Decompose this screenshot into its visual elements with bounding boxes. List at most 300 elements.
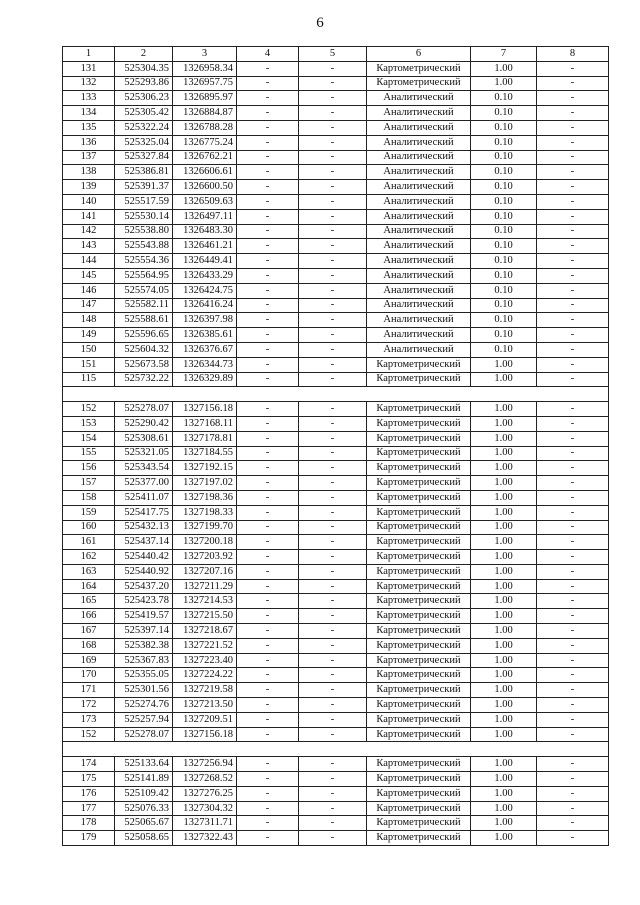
table-row [63,357,609,372]
point-number-cell: 138 [63,165,115,180]
coord-x-cell: 525274.76 [115,698,173,713]
point-number-cell: 134 [63,106,115,121]
method-cell: Картометрический [367,357,471,372]
coord-y-cell: 1326497.11 [173,209,237,224]
coord-x-cell: 525308.61 [115,431,173,446]
col-4-cell: - [237,505,299,520]
col-5-cell: - [299,91,367,106]
col-5-cell: - [299,505,367,520]
table-header [63,47,609,62]
method-cell: Аналитический [367,120,471,135]
header-cell: 2 [115,47,173,62]
coord-x-cell: 525325.04 [115,135,173,150]
method-cell: Картометрический [367,416,471,431]
coord-x-cell: 525327.84 [115,150,173,165]
col-5-cell: - [299,254,367,269]
col-8-cell: - [537,91,609,106]
col-4-cell: - [237,698,299,713]
accuracy-cell: 1.00 [471,372,537,387]
table-row [63,446,609,461]
coord-x-cell: 525732.22 [115,372,173,387]
point-number-cell: 145 [63,268,115,283]
accuracy-cell: 1.00 [471,520,537,535]
col-4-cell: - [237,476,299,491]
col-5-cell: - [299,268,367,283]
coord-y-cell: 1327178.81 [173,431,237,446]
accuracy-cell: 1.00 [471,638,537,653]
accuracy-cell: 0.10 [471,120,537,135]
col-5-cell: - [299,816,367,831]
table-row [63,816,609,831]
table-row [63,165,609,180]
col-5-cell: - [299,446,367,461]
table-row [63,624,609,639]
method-cell: Картометрический [367,431,471,446]
coord-x-cell: 525386.81 [115,165,173,180]
table-row [63,224,609,239]
col-4-cell: - [237,831,299,846]
accuracy-cell: 1.00 [471,357,537,372]
coord-y-cell: 1326509.63 [173,194,237,209]
method-cell: Аналитический [367,283,471,298]
coord-x-cell: 525290.42 [115,416,173,431]
accuracy-cell: 0.10 [471,91,537,106]
separator-cell [63,742,609,757]
method-cell: Картометрический [367,76,471,91]
table-row [63,801,609,816]
col-8-cell: - [537,150,609,165]
col-8-cell: - [537,461,609,476]
coord-x-cell: 525343.54 [115,461,173,476]
point-number-cell: 169 [63,653,115,668]
table-row [63,520,609,535]
method-cell: Картометрический [367,550,471,565]
method-cell: Картометрический [367,698,471,713]
method-cell: Картометрический [367,535,471,550]
accuracy-cell: 1.00 [471,712,537,727]
col-8-cell: - [537,135,609,150]
table-row [63,135,609,150]
col-5-cell: - [299,638,367,653]
col-5-cell: - [299,653,367,668]
coord-y-cell: 1326449.41 [173,254,237,269]
coord-y-cell: 1326376.67 [173,342,237,357]
header-cell: 6 [367,47,471,62]
method-cell: Картометрический [367,520,471,535]
accuracy-cell: 1.00 [471,653,537,668]
coord-y-cell: 1327198.36 [173,490,237,505]
coord-x-cell: 525417.75 [115,505,173,520]
col-4-cell: - [237,61,299,76]
accuracy-cell: 0.10 [471,298,537,313]
accuracy-cell: 0.10 [471,239,537,254]
table-row [63,757,609,772]
method-cell: Аналитический [367,224,471,239]
table-row [63,254,609,269]
col-8-cell: - [537,165,609,180]
point-number-cell: 132 [63,76,115,91]
method-cell: Картометрический [367,402,471,417]
coord-y-cell: 1326775.24 [173,135,237,150]
accuracy-cell: 1.00 [471,816,537,831]
point-number-cell: 153 [63,416,115,431]
coord-y-cell: 1327211.29 [173,579,237,594]
table-row [63,461,609,476]
col-8-cell: - [537,209,609,224]
point-number-cell: 174 [63,757,115,772]
point-number-cell: 131 [63,61,115,76]
method-cell: Картометрический [367,816,471,831]
coordinates-table [62,46,609,846]
col-4-cell: - [237,624,299,639]
accuracy-cell: 0.10 [471,135,537,150]
separator-row [63,387,609,402]
method-cell: Аналитический [367,313,471,328]
point-number-cell: 162 [63,550,115,565]
header-cell: 7 [471,47,537,62]
col-5-cell: - [299,357,367,372]
method-cell: Аналитический [367,328,471,343]
method-cell: Аналитический [367,268,471,283]
coord-y-cell: 1327168.11 [173,416,237,431]
separator-row [63,742,609,757]
col-8-cell: - [537,328,609,343]
accuracy-cell: 1.00 [471,76,537,91]
accuracy-cell: 0.10 [471,224,537,239]
table-row [63,120,609,135]
coord-y-cell: 1327218.67 [173,624,237,639]
col-4-cell: - [237,490,299,505]
col-8-cell: - [537,194,609,209]
col-4-cell: - [237,91,299,106]
col-4-cell: - [237,683,299,698]
col-8-cell: - [537,801,609,816]
col-5-cell: - [299,120,367,135]
method-cell: Картометрический [367,653,471,668]
col-4-cell: - [237,298,299,313]
col-8-cell: - [537,254,609,269]
col-4-cell: - [237,342,299,357]
table-row [63,431,609,446]
col-5-cell: - [299,564,367,579]
col-4-cell: - [237,165,299,180]
table-row [63,550,609,565]
coord-x-cell: 525141.89 [115,772,173,787]
accuracy-cell: 1.00 [471,402,537,417]
col-5-cell: - [299,402,367,417]
coord-x-cell: 525564.95 [115,268,173,283]
col-5-cell: - [299,150,367,165]
col-5-cell: - [299,535,367,550]
col-4-cell: - [237,106,299,121]
method-cell: Картометрический [367,786,471,801]
col-4-cell: - [237,520,299,535]
accuracy-cell: 1.00 [471,579,537,594]
point-number-cell: 148 [63,313,115,328]
coord-y-cell: 1327213.50 [173,698,237,713]
coord-y-cell: 1326762.21 [173,150,237,165]
point-number-cell: 142 [63,224,115,239]
method-cell: Картометрический [367,61,471,76]
coord-x-cell: 525133.64 [115,757,173,772]
accuracy-cell: 0.10 [471,254,537,269]
point-number-cell: 165 [63,594,115,609]
coord-x-cell: 525582.11 [115,298,173,313]
table-row [63,76,609,91]
coord-y-cell: 1326600.50 [173,180,237,195]
table-row [63,194,609,209]
method-cell: Картометрический [367,712,471,727]
header-cell: 3 [173,47,237,62]
col-4-cell: - [237,416,299,431]
point-number-cell: 147 [63,298,115,313]
point-number-cell: 172 [63,698,115,713]
coord-x-cell: 525574.05 [115,283,173,298]
col-4-cell: - [237,609,299,624]
col-5-cell: - [299,668,367,683]
point-number-cell: 133 [63,91,115,106]
table-row [63,476,609,491]
coord-y-cell: 1326385.61 [173,328,237,343]
method-cell: Картометрический [367,683,471,698]
col-8-cell: - [537,180,609,195]
method-cell: Картометрический [367,609,471,624]
col-4-cell: - [237,594,299,609]
coord-y-cell: 1327184.55 [173,446,237,461]
point-number-cell: 167 [63,624,115,639]
method-cell: Картометрический [367,624,471,639]
col-4-cell: - [237,313,299,328]
table-row [63,727,609,742]
coord-y-cell: 1327223.40 [173,653,237,668]
col-4-cell: - [237,638,299,653]
coord-x-cell: 525322.24 [115,120,173,135]
col-8-cell: - [537,786,609,801]
coord-x-cell: 525432.13 [115,520,173,535]
point-number-cell: 115 [63,372,115,387]
col-8-cell: - [537,313,609,328]
coord-y-cell: 1326606.61 [173,165,237,180]
header-cell: 4 [237,47,299,62]
accuracy-cell: 1.00 [471,772,537,787]
col-5-cell: - [299,757,367,772]
col-5-cell: - [299,135,367,150]
col-4-cell: - [237,801,299,816]
col-5-cell: - [299,106,367,121]
accuracy-cell: 0.10 [471,328,537,343]
accuracy-cell: 1.00 [471,431,537,446]
col-4-cell: - [237,254,299,269]
accuracy-cell: 0.10 [471,165,537,180]
coord-x-cell: 525423.78 [115,594,173,609]
col-4-cell: - [237,283,299,298]
col-5-cell: - [299,624,367,639]
method-cell: Аналитический [367,298,471,313]
coord-y-cell: 1326329.89 [173,372,237,387]
table-row [63,535,609,550]
col-4-cell: - [237,372,299,387]
coord-x-cell: 525109.42 [115,786,173,801]
table-row [63,268,609,283]
coord-x-cell: 525588.61 [115,313,173,328]
point-number-cell: 171 [63,683,115,698]
col-4-cell: - [237,653,299,668]
coord-y-cell: 1326483.30 [173,224,237,239]
col-4-cell: - [237,579,299,594]
coord-x-cell: 525543.88 [115,239,173,254]
coord-y-cell: 1327268.52 [173,772,237,787]
col-8-cell: - [537,698,609,713]
accuracy-cell: 1.00 [471,757,537,772]
coord-x-cell: 525278.07 [115,402,173,417]
col-8-cell: - [537,683,609,698]
header-cell: 1 [63,47,115,62]
point-number-cell: 177 [63,801,115,816]
col-5-cell: - [299,76,367,91]
col-8-cell: - [537,298,609,313]
method-cell: Картометрический [367,461,471,476]
col-5-cell: - [299,594,367,609]
coord-y-cell: 1326424.75 [173,283,237,298]
coord-x-cell: 525305.42 [115,106,173,121]
table-row [63,653,609,668]
table-row [63,668,609,683]
accuracy-cell: 0.10 [471,342,537,357]
method-cell: Картометрический [367,476,471,491]
col-4-cell: - [237,180,299,195]
col-5-cell: - [299,550,367,565]
accuracy-cell: 0.10 [471,194,537,209]
point-number-cell: 146 [63,283,115,298]
point-number-cell: 143 [63,239,115,254]
point-number-cell: 178 [63,816,115,831]
coord-y-cell: 1326895.97 [173,91,237,106]
method-cell: Аналитический [367,150,471,165]
coord-x-cell: 525321.05 [115,446,173,461]
col-8-cell: - [537,564,609,579]
accuracy-cell: 0.10 [471,209,537,224]
point-number-cell: 170 [63,668,115,683]
col-4-cell: - [237,564,299,579]
coord-y-cell: 1327276.25 [173,786,237,801]
point-number-cell: 139 [63,180,115,195]
col-4-cell: - [237,135,299,150]
coord-y-cell: 1327304.32 [173,801,237,816]
method-cell: Картометрический [367,668,471,683]
accuracy-cell: 1.00 [471,698,537,713]
method-cell: Аналитический [367,165,471,180]
coord-x-cell: 525367.83 [115,653,173,668]
accuracy-cell: 1.00 [471,594,537,609]
point-number-cell: 135 [63,120,115,135]
coord-y-cell: 1327200.18 [173,535,237,550]
col-8-cell: - [537,342,609,357]
col-8-cell: - [537,402,609,417]
coord-y-cell: 1327197.02 [173,476,237,491]
accuracy-cell: 0.10 [471,150,537,165]
point-number-cell: 158 [63,490,115,505]
coord-y-cell: 1326788.28 [173,120,237,135]
method-cell: Аналитический [367,342,471,357]
table-row [63,209,609,224]
col-5-cell: - [299,209,367,224]
col-5-cell: - [299,416,367,431]
coord-x-cell: 525440.42 [115,550,173,565]
accuracy-cell: 0.10 [471,106,537,121]
coord-x-cell: 525391.37 [115,180,173,195]
col-4-cell: - [237,224,299,239]
table-row [63,698,609,713]
col-8-cell: - [537,372,609,387]
coord-y-cell: 1327311.71 [173,816,237,831]
method-cell: Аналитический [367,180,471,195]
col-5-cell: - [299,683,367,698]
table-row [63,609,609,624]
coord-y-cell: 1327215.50 [173,609,237,624]
col-4-cell: - [237,446,299,461]
coord-x-cell: 525058.65 [115,831,173,846]
col-8-cell: - [537,106,609,121]
col-4-cell: - [237,209,299,224]
method-cell: Картометрический [367,638,471,653]
coord-y-cell: 1326344.73 [173,357,237,372]
coord-y-cell: 1327199.70 [173,520,237,535]
table-row [63,150,609,165]
coord-x-cell: 525419.57 [115,609,173,624]
accuracy-cell: 1.00 [471,609,537,624]
table-row [63,594,609,609]
coord-x-cell: 525538.80 [115,224,173,239]
accuracy-cell: 1.00 [471,624,537,639]
method-cell: Аналитический [367,209,471,224]
table-row [63,106,609,121]
method-cell: Картометрический [367,831,471,846]
method-cell: Картометрический [367,801,471,816]
table-row [63,91,609,106]
coord-x-cell: 525382.38 [115,638,173,653]
col-8-cell: - [537,239,609,254]
col-5-cell: - [299,180,367,195]
point-number-cell: 152 [63,727,115,742]
accuracy-cell: 1.00 [471,831,537,846]
col-8-cell: - [537,727,609,742]
coord-y-cell: 1327256.94 [173,757,237,772]
coord-y-cell: 1326433.29 [173,268,237,283]
method-cell: Картометрический [367,564,471,579]
col-8-cell: - [537,283,609,298]
table-row [63,831,609,846]
col-8-cell: - [537,831,609,846]
point-number-cell: 160 [63,520,115,535]
coord-x-cell: 525604.32 [115,342,173,357]
coord-y-cell: 1327224.22 [173,668,237,683]
coord-y-cell: 1327322.43 [173,831,237,846]
point-number-cell: 137 [63,150,115,165]
col-8-cell: - [537,446,609,461]
method-cell: Картометрический [367,727,471,742]
coord-x-cell: 525673.58 [115,357,173,372]
accuracy-cell: 1.00 [471,61,537,76]
col-5-cell: - [299,712,367,727]
table-row [63,372,609,387]
col-8-cell: - [537,609,609,624]
method-cell: Картометрический [367,372,471,387]
col-8-cell: - [537,120,609,135]
method-cell: Аналитический [367,106,471,121]
col-8-cell: - [537,357,609,372]
coord-x-cell: 525437.20 [115,579,173,594]
col-8-cell: - [537,579,609,594]
